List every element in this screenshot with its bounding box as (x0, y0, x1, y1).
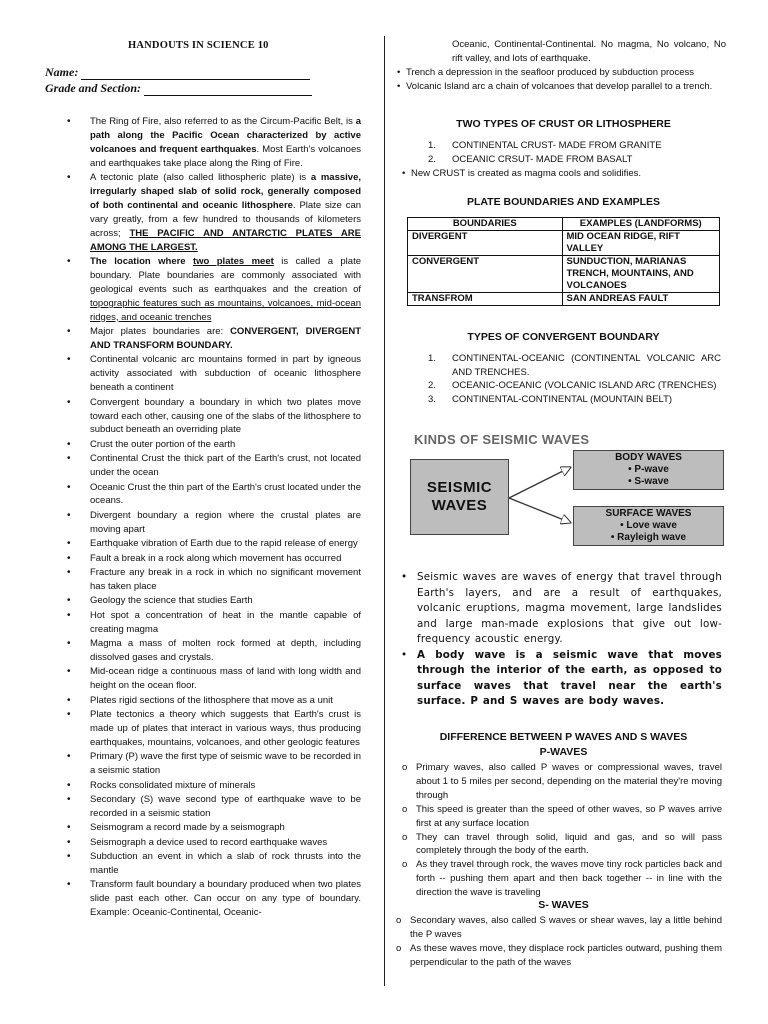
text-run: Oceanic Crust the thin part of the Earth's crust located under the oceans. (90, 481, 361, 507)
item-text: CONTINENTAL-OCEANIC (CONTINENTAL VOLCANIC ARC AND TRENCHES. (452, 353, 721, 378)
text-run: Transform fault boundary a boundary produced when two plates slide past each other. Can occur on any type of boundary. Example: Oceanic-Continental, Oceanic- (90, 879, 361, 919)
item-number: 1. (428, 140, 436, 151)
item-number: 2. (428, 380, 436, 392)
text-run: Plate tectonics a theory which suggests that Earth's crust is made up of plates that interact in various ways, thus producing earthquakes, mountains, volcanoes, and other geologic features (90, 709, 361, 748)
text-run: . Most Earth's volcanoes and earthquakes take place along the Ring of Fire. (90, 143, 361, 169)
body-wave-item: • S-wave (628, 476, 669, 487)
plate-boundaries-table (407, 217, 720, 306)
surface-wave-item: • Love wave (620, 520, 677, 531)
text-run: Secondary (S) wave second type of earthquake wave to be recorded in a seismic station (90, 794, 361, 819)
list-item (90, 325, 361, 353)
list-item (90, 452, 361, 480)
text-run: Magma a mass of molten rock formed at depth, including dissolved gases and crystals. (90, 638, 361, 663)
numbered-item (428, 139, 728, 153)
list-item (90, 637, 361, 665)
list-item (90, 836, 361, 850)
list-item (90, 255, 361, 325)
text-run: CONVERGENT, DIVERGENT AND TRANSFORM BOUNDARY. (90, 326, 361, 351)
item-number: 3. (428, 393, 436, 405)
body-waves-title: BODY WAVES (615, 452, 682, 463)
text-run: a massive, irregularly shaped slab of solid rock, generally composed of both continental and oceanic lithosphere (90, 172, 361, 211)
text-run: Seismograph a device used to record earthquake waves (90, 836, 328, 848)
list-item (90, 566, 361, 594)
list-item (90, 481, 361, 509)
table-header-cell: BOUNDARIES (408, 218, 563, 231)
text-run: Rocks consolidated mixture of minerals (90, 779, 256, 791)
page-title: HANDOUTS IN SCIENCE 10 (128, 40, 269, 51)
seismic-diagram-title: KINDS OF SEISMIC WAVES (414, 432, 590, 447)
list-item (90, 850, 361, 878)
text-run: Plates rigid sections of the lithosphere that move as a unit (90, 694, 333, 706)
list-item (90, 353, 361, 395)
text-run: a path along the Pacific Ocean characterized by active volcanoes and frequent earthquakes (90, 116, 361, 155)
text-run: Seismogram a record made by a seismograph (90, 822, 285, 834)
arrow-to-surface-waves (509, 498, 569, 522)
list-item (90, 793, 361, 821)
text-run: Continental Crust the thick part of the Earth's crust, not located under the ocean (90, 453, 361, 479)
list-item (90, 665, 361, 693)
list-item (90, 821, 361, 835)
item-text: CONTINENTAL-CONTINENTAL (MOUNTAIN BELT) (452, 393, 673, 405)
list-item: o As these waves move, they displace rock particles outward, pushing them perpendicular to the path of the waves (410, 942, 722, 970)
text-run: The location where (90, 256, 193, 268)
list-item (90, 438, 361, 452)
name-label: Name: (45, 65, 79, 79)
grade-section-field (45, 80, 312, 96)
text-run: Geology the science that studies Earth (90, 595, 253, 607)
list-item (90, 552, 361, 566)
text-run: Subduction an event in which a slab of rock thrusts into the mantle (90, 851, 361, 877)
table-row (408, 256, 720, 293)
item-text: OCEANIC CRSUT- MADE FROM BASALT (452, 153, 633, 165)
list-item (90, 396, 361, 438)
list-item: • Trench a depression in the seafloor produced by subduction process (406, 66, 728, 80)
table-row (408, 231, 720, 256)
convergent-heading: TYPES OF CONVERGENT BOUNDARY (467, 331, 660, 343)
p-waves-list (416, 761, 722, 900)
text-run: topographic features such as mountains, volcanoes, mid-ocean ridges, and oceanic trenches (90, 297, 361, 323)
list-item (90, 609, 361, 637)
text-run: Convergent boundary a boundary in which two plates move toward each other, causing one of the slabs of the lithosphere to subduct beneath an overriding plate (90, 396, 361, 436)
text-run: Continental volcanic arc mountains formed in part by igneous activity associated with subduction of oceanic lithosphere beneath a continent (90, 354, 361, 394)
text-run: THE PACIFIC AND ANTARCTIC PLATES ARE AMONG THE LARGEST. (90, 227, 361, 253)
seismic-box-line2: WAVES (431, 497, 488, 514)
arrow-to-body-waves (509, 468, 569, 498)
s-waves-heading: S- WAVES (538, 899, 589, 911)
trench-bullets (406, 66, 728, 94)
seismic-paragraph (417, 648, 722, 710)
right-continuation: Oceanic, Continental-Continental. No magma, No volcano, No rift valley, and lots of earthquake. (452, 39, 726, 64)
table-header-cell: EXAMPLES (LANDFORMS) (562, 218, 720, 231)
surface-waves-title: SURFACE WAVES (605, 508, 692, 519)
list-item (90, 779, 361, 793)
grade-line (144, 80, 312, 96)
text-run: two plates meet (192, 256, 274, 268)
crust-list (428, 139, 728, 166)
surface-waves-box (573, 506, 724, 546)
text-run: Crust the outer portion of the earth (90, 438, 236, 450)
item-text: CONTINENTAL CRUST- MADE FROM GRANITE (452, 140, 662, 151)
seismic-arrows (507, 450, 577, 550)
list-item (90, 537, 361, 551)
list-item: o This speed is greater than the speed of other waves, so P waves arrive first at any surface location (416, 803, 722, 831)
list-item (90, 708, 361, 750)
list-item (90, 171, 361, 254)
grade-label: Grade and Section: (45, 81, 141, 95)
text-run: Divergent boundary a region where the crustal plates are moving apart (90, 509, 361, 535)
table-cell: MID OCEAN RIDGE, RIFT VALLEY (562, 231, 720, 256)
text-run: A tectonic plate (also called lithospheric plate) is (90, 172, 311, 184)
item-text: OCEANIC-OCEANIC (VOLCANIC ISLAND ARC (TRENCHES) (452, 380, 717, 392)
numbered-item (428, 153, 728, 167)
text-run: The Ring of Fire, also referred to as the Circum-Pacific Belt, is (90, 116, 356, 127)
text-run: Major plates boundaries are: (90, 326, 231, 338)
difference-heading: DIFFERENCE BETWEEN P WAVES AND S WAVES (439, 731, 688, 743)
crust-heading: TWO TYPES OF CRUST OR LITHOSPHERE (456, 118, 671, 130)
crust-note: • New CRUST is created as magma cools and solidifies. (411, 167, 731, 181)
list-item: o Primary waves, also called P waves or compressional waves, travel about 1 to 5 miles per second, depending on the material they're moving through (416, 761, 722, 803)
table-cell: SUNDUCTION, MARIANAS TRENCH, MOUNTAINS, AND VOLCANOES (562, 256, 720, 293)
name-line (81, 64, 310, 80)
text-run: Primary (P) wave the first type of seismic wave to be recorded in a seismic station (90, 751, 361, 777)
text-run: Hot spot a concentration of heat in the mantle capable of creating magma (90, 609, 361, 635)
text-run: Seismic waves are waves of energy that travel through Earth's layers, and are a result of earthquakes, volcanic eruptions, magma movement, large landslides and large man-made explosions that give out low-frequency acoustic energy. (417, 571, 722, 645)
list-item: o They can travel through solid, liquid and gas, and so will pass completely through the body of the earth. (416, 831, 722, 859)
surface-wave-item: • Rayleigh wave (610, 532, 687, 543)
plate-heading: PLATE BOUNDARIES AND EXAMPLES (466, 196, 661, 208)
name-field (45, 64, 310, 80)
text-run: A body wave is a seismic wave that moves through the interior of the earth, as opposed to surface waves that travel near the earth's surface. P and S waves are body waves. (417, 648, 722, 707)
convergent-list (428, 352, 721, 406)
list-item (90, 878, 361, 920)
seismic-box-line1: SEISMIC (426, 479, 493, 496)
body-wave-item: • P-wave (628, 464, 669, 475)
column-divider (384, 36, 385, 986)
table-cell: TRANSFROM (408, 293, 563, 306)
p-waves-heading: P-WAVES (539, 746, 588, 758)
table-cell: DIVERGENT (408, 231, 563, 256)
text-run: . Plate size can vary greatly, from a few hundred to thousands of kilometers across; (90, 199, 362, 239)
crust-note-list (411, 167, 731, 181)
list-item: • Volcanic Island arc a chain of volcanoes that develop parallel to a trench. (406, 80, 728, 94)
table-cell: CONVERGENT (408, 256, 563, 293)
list-item: o Secondary waves, also called S waves or shear waves, lay a little behind the P waves (410, 914, 722, 942)
seismic-wave-paragraphs (417, 570, 722, 710)
item-number: 1. (428, 353, 436, 364)
text-run: Fracture any break in a rock in which no significant movement has taken place (90, 567, 361, 592)
seismic-paragraph (417, 570, 722, 648)
text-run: Earthquake vibration of Earth due to the rapid release of energy (90, 538, 358, 550)
s-waves-list (410, 914, 722, 970)
list-item: o As they travel through rock, the waves move tiny rock particles back and forth -- pushing them apart and then back together -- in line with the direction the wave is traveling (416, 858, 722, 900)
body-waves-box (573, 450, 724, 490)
definitions-list (90, 115, 361, 921)
numbered-item (428, 379, 721, 393)
table-cell: SAN ANDREAS FAULT (562, 293, 720, 306)
table-header-row (408, 218, 720, 231)
list-item (90, 750, 361, 778)
numbered-item (428, 352, 721, 379)
list-item (90, 115, 361, 171)
list-item (90, 594, 361, 608)
item-number: 2. (428, 153, 436, 165)
table-row (408, 293, 720, 306)
numbered-item (428, 393, 721, 407)
text-run: Fault a break in a rock along which movement has occurred (90, 552, 342, 564)
list-item (90, 509, 361, 537)
seismic-waves-box (410, 459, 509, 535)
list-item (90, 694, 361, 708)
text-run: Mid-ocean ridge a continuous mass of land with long width and height on the ocean floor. (90, 666, 361, 692)
text-run: is called a plate boundary. Plate boundaries are commonly associated with geological events such as earthquakes and the creation of (90, 256, 361, 295)
